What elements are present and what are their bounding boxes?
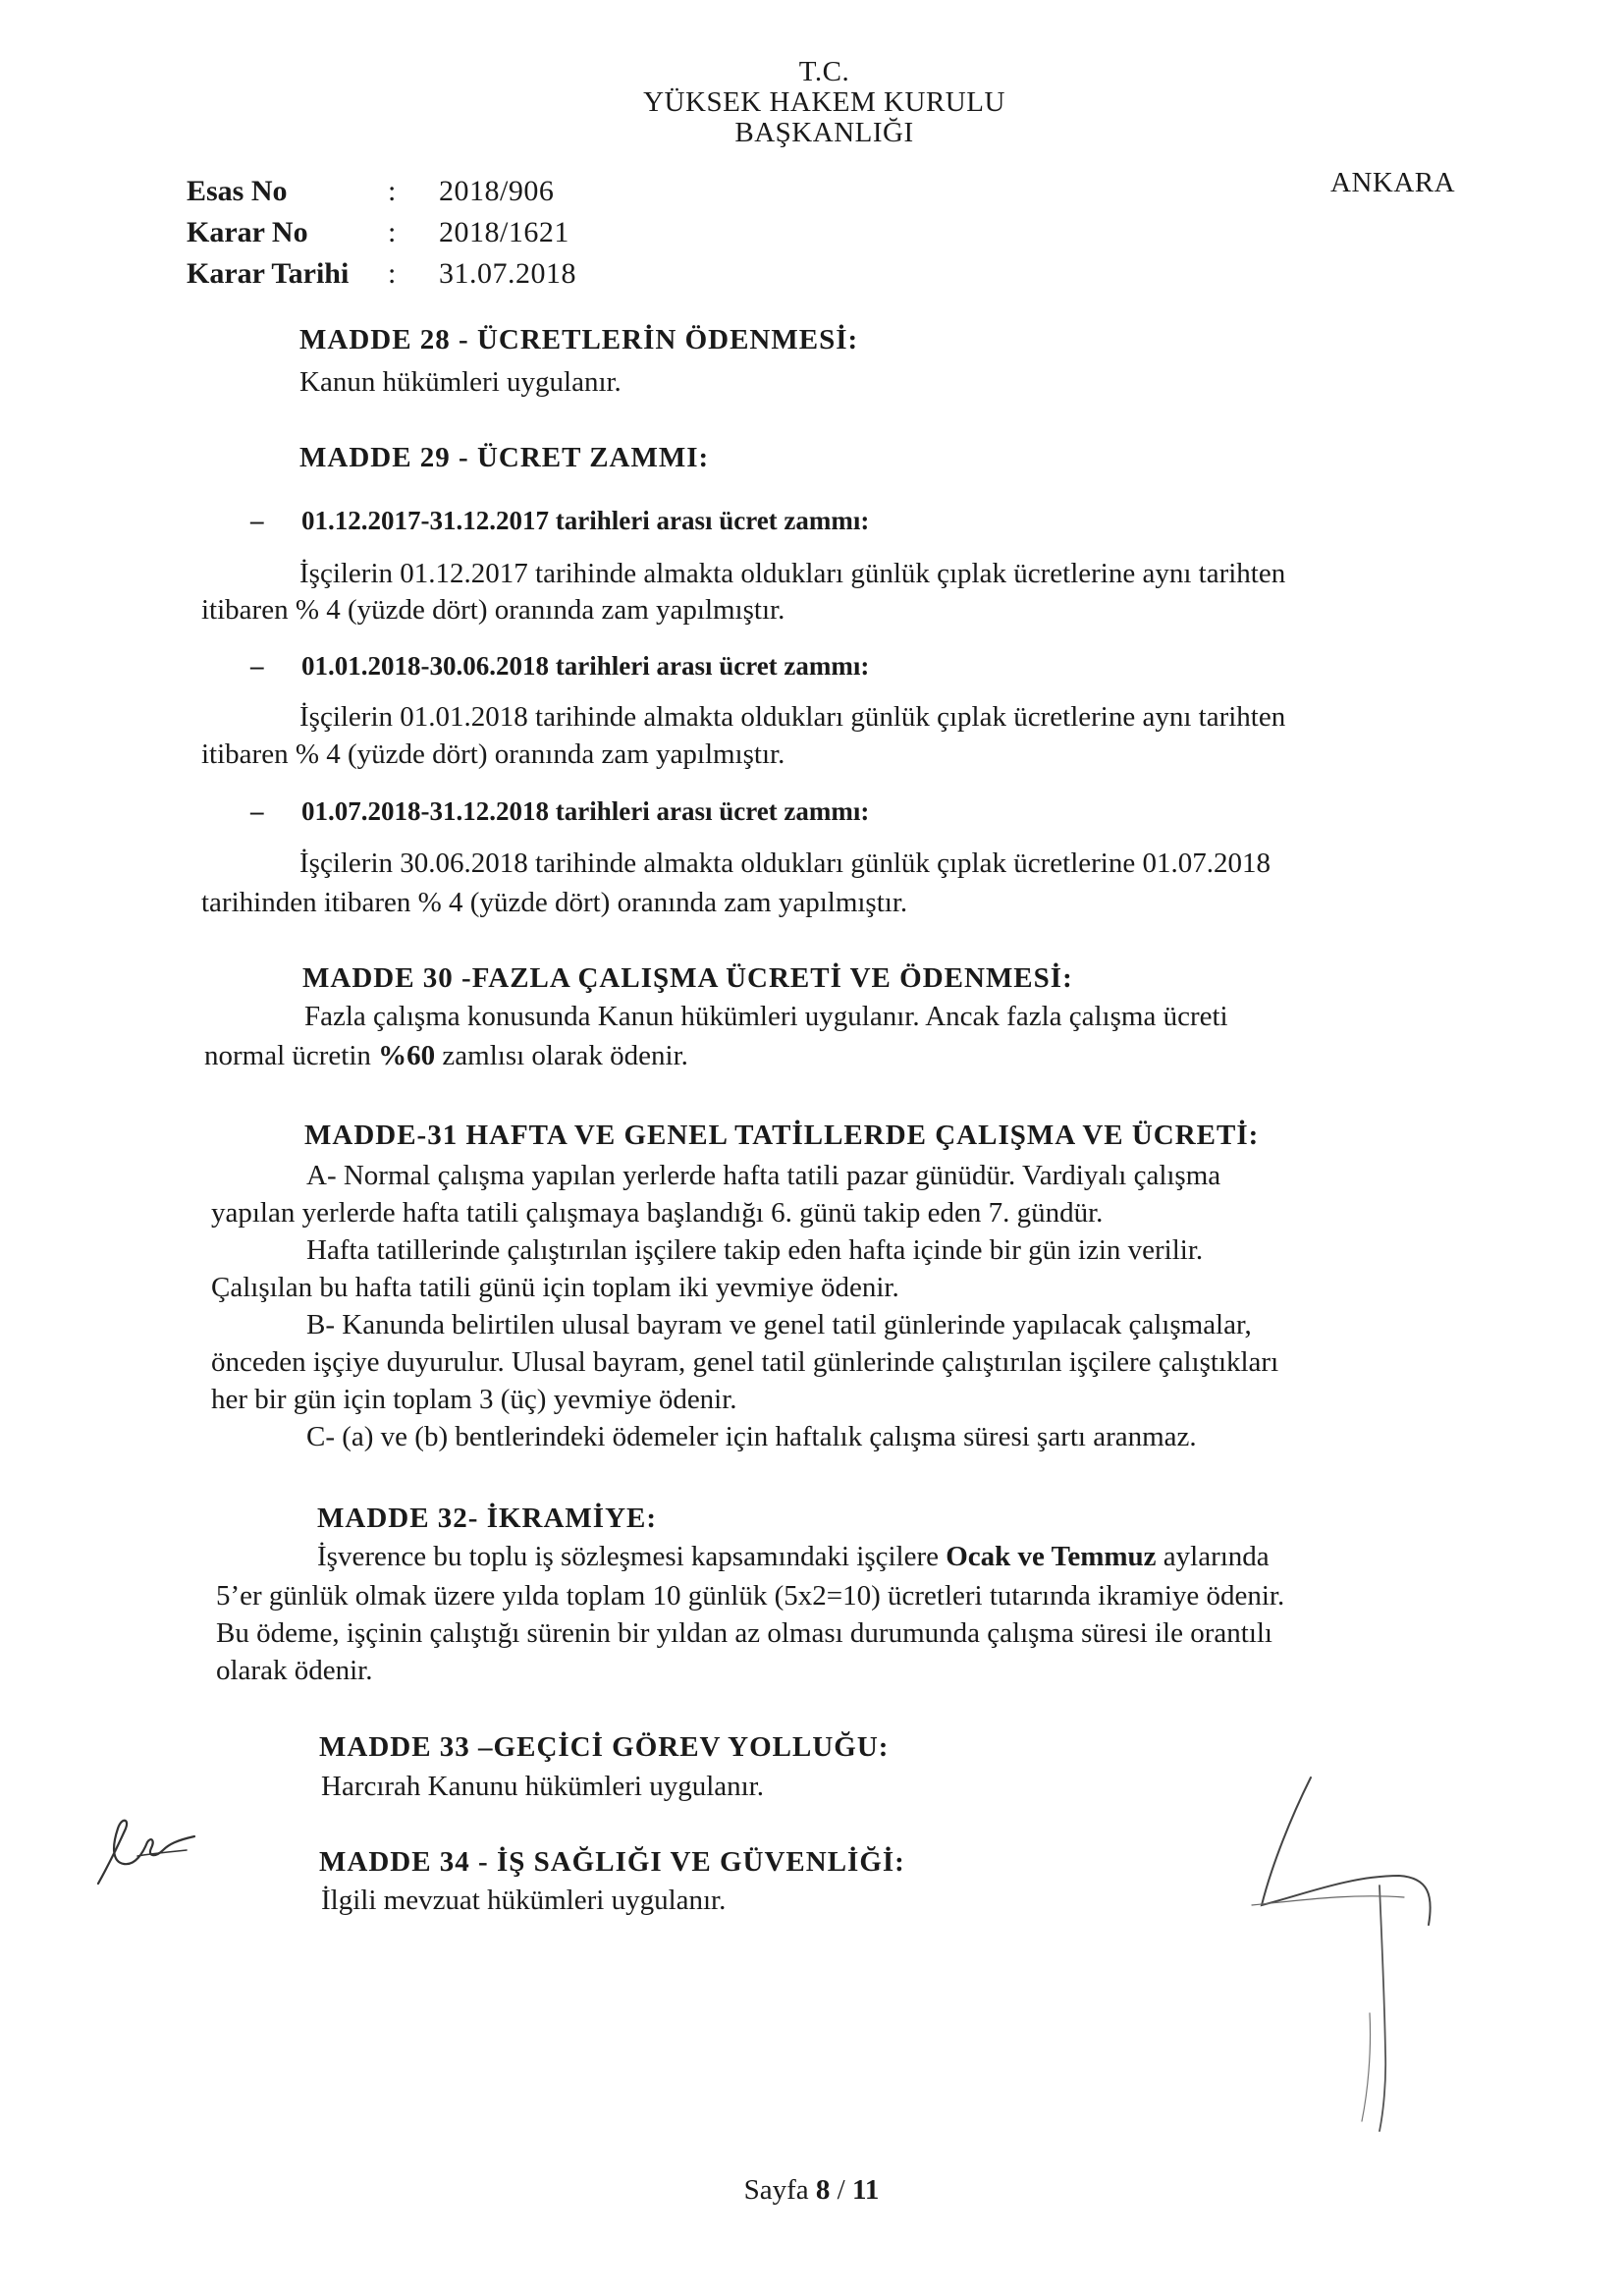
article-31-line-1: A- Normal çalışma yapılan yerlerde hafta tatili pazar günüdür. Vardiyalı çalışma — [306, 1160, 1221, 1191]
article-33-body: Harcırah Kanunu hükümleri uygulanır. — [321, 1771, 764, 1802]
period-2-title — [250, 651, 869, 682]
article-32-line-2: 5’er günlük olmak üzere yılda toplam 10 günlük (5x2=10) ücretleri tutarında ikramiye ödenir. — [216, 1580, 1285, 1612]
period-2-title-text: 01.01.2018-30.06.2018 tarihleri arası ücret zammı: — [301, 651, 870, 681]
period-3-line-1: İşçilerin 30.06.2018 tarihinde almakta oldukları günlük çıplak ücretlerine 01.07.2018 — [299, 847, 1271, 879]
page-footer — [0, 2174, 1623, 2207]
meta-colon: : — [388, 175, 397, 207]
article-34-title: MADDE 34 - İŞ SAĞLIĞI VE GÜVENLİĞİ: — [319, 1846, 905, 1878]
meta-row-esas — [187, 175, 576, 216]
article-31-line-8: C- (a) ve (b) bentlerindeki ödemeler için haftalık çalışma süresi şartı aranmaz. — [306, 1421, 1197, 1452]
article-28-title: MADDE 28 - ÜCRETLERİN ÖDENMESİ: — [299, 324, 859, 355]
article-31-line-3: Hafta tatillerinde çalıştırılan işçilere takip eden hafta içinde bir gün izin verilir. — [306, 1234, 1204, 1266]
article-30-line-2-a: normal ücretin — [204, 1040, 379, 1071]
article-32-line-1-a: İşverence bu toplu iş sözleşmesi kapsamındaki işçilere — [317, 1541, 947, 1572]
meta-colon: : — [388, 257, 397, 290]
meta-label: Karar Tarihi — [187, 257, 350, 290]
period-3-title-text: 01.07.2018-31.12.2018 tarihleri arası ücret zammı: — [301, 796, 870, 826]
bullet-dash: – — [250, 796, 264, 826]
bullet-dash: – — [250, 506, 264, 535]
meta-value: 31.07.2018 — [439, 257, 576, 290]
article-28-body: Kanun hükümleri uygulanır. — [299, 366, 622, 398]
page-prefix: Sayfa — [743, 2174, 816, 2206]
document-header — [0, 57, 1623, 148]
meta-row-karar — [187, 216, 576, 257]
page-separator: / — [830, 2174, 852, 2206]
article-31-title: MADDE-31 HAFTA VE GENEL TATİLLERDE ÇALIŞMA VE ÜCRETİ: — [304, 1120, 1260, 1151]
header-line-1: T.C. — [798, 56, 850, 87]
case-meta — [187, 175, 576, 299]
header-line-2: YÜKSEK HAKEM KURULU — [643, 86, 1005, 118]
header-line-3: BAŞKANLIĞI — [734, 117, 914, 148]
period-3-title — [250, 796, 869, 827]
meta-label: Karar No — [187, 216, 308, 248]
meta-value: 2018/906 — [439, 175, 555, 207]
page-total: 11 — [851, 2174, 880, 2206]
article-31-line-6: önceden işçiye duyurulur. Ulusal bayram, genel tatil günlerinde çalıştırılan işçilere çalıştıkları — [211, 1346, 1279, 1378]
article-29-title: MADDE 29 - ÜCRET ZAMMI: — [299, 442, 710, 473]
meta-row-tarih — [187, 257, 576, 299]
meta-label: Esas No — [187, 175, 288, 207]
article-31-line-2: yapılan yerlerde hafta tatili çalışmaya başlandığı 6. günü takip eden 7. gündür. — [211, 1197, 1104, 1229]
period-2-line-2: itibaren % 4 (yüzde dört) oranında zam yapılmıştır. — [201, 738, 785, 770]
article-32-line-1 — [317, 1540, 1270, 1573]
period-1-title-text: 01.12.2017-31.12.2017 tarihleri arası ücret zammı: — [301, 506, 870, 535]
article-31-line-7: her bir gün için toplam 3 (üç) yevmiye ödenir. — [211, 1384, 737, 1415]
article-32-line-1-c: aylarında — [1156, 1541, 1270, 1572]
article-31-line-4: Çalışılan bu hafta tatili günü için toplam iki yevmiye ödenir. — [211, 1272, 899, 1303]
article-32-title: MADDE 32- İKRAMİYE: — [317, 1503, 658, 1534]
bullet-dash: – — [250, 651, 264, 681]
article-30-rate: %60 — [378, 1040, 436, 1071]
meta-colon: : — [388, 216, 397, 248]
article-32-months: Ocak ve Temmuz — [946, 1541, 1157, 1572]
page-current: 8 — [815, 2174, 831, 2206]
article-30-line-2 — [204, 1039, 688, 1072]
period-1-line-1: İşçilerin 01.12.2017 tarihinde almakta oldukları günlük çıplak ücretlerine aynı tarihten — [299, 558, 1286, 589]
article-30-line-2-c: zamlısı olarak ödenir. — [435, 1040, 688, 1071]
initials-signature-left — [79, 1807, 216, 1895]
article-32-line-4: olarak ödenir. — [216, 1655, 373, 1686]
city-label: ANKARA — [1330, 167, 1456, 198]
article-32-line-3: Bu ödeme, işçinin çalıştığı sürenin bir yıldan az olması durumunda çalışma süresi ile orantılı — [216, 1617, 1272, 1649]
article-34-body: İlgili mevzuat hükümleri uygulanır. — [321, 1885, 727, 1916]
period-2-line-1: İşçilerin 01.01.2018 tarihinde almakta oldukları günlük çıplak ücretlerine aynı tarihten — [299, 701, 1286, 733]
period-1-title — [250, 506, 869, 536]
meta-value: 2018/1621 — [439, 216, 569, 248]
article-30-line-1: Fazla çalışma konusunda Kanun hükümleri uygulanır. Ancak fazla çalışma ücreti — [304, 1001, 1228, 1032]
article-30-title: MADDE 30 -FAZLA ÇALIŞMA ÜCRETİ VE ÖDENMESİ: — [302, 962, 1073, 994]
period-3-line-2: tarihinden itibaren % 4 (yüzde dört) oranında zam yapılmıştır. — [201, 887, 908, 918]
period-1-line-2: itibaren % 4 (yüzde dört) oranında zam yapılmıştır. — [201, 594, 785, 626]
article-31-line-5: B- Kanunda belirtilen ulusal bayram ve genel tatil günlerinde yapılacak çalışmalar, — [306, 1309, 1252, 1340]
signature-right — [1232, 1758, 1458, 2151]
article-33-title: MADDE 33 –GEÇİCİ GÖREV YOLLUĞU: — [319, 1731, 890, 1763]
